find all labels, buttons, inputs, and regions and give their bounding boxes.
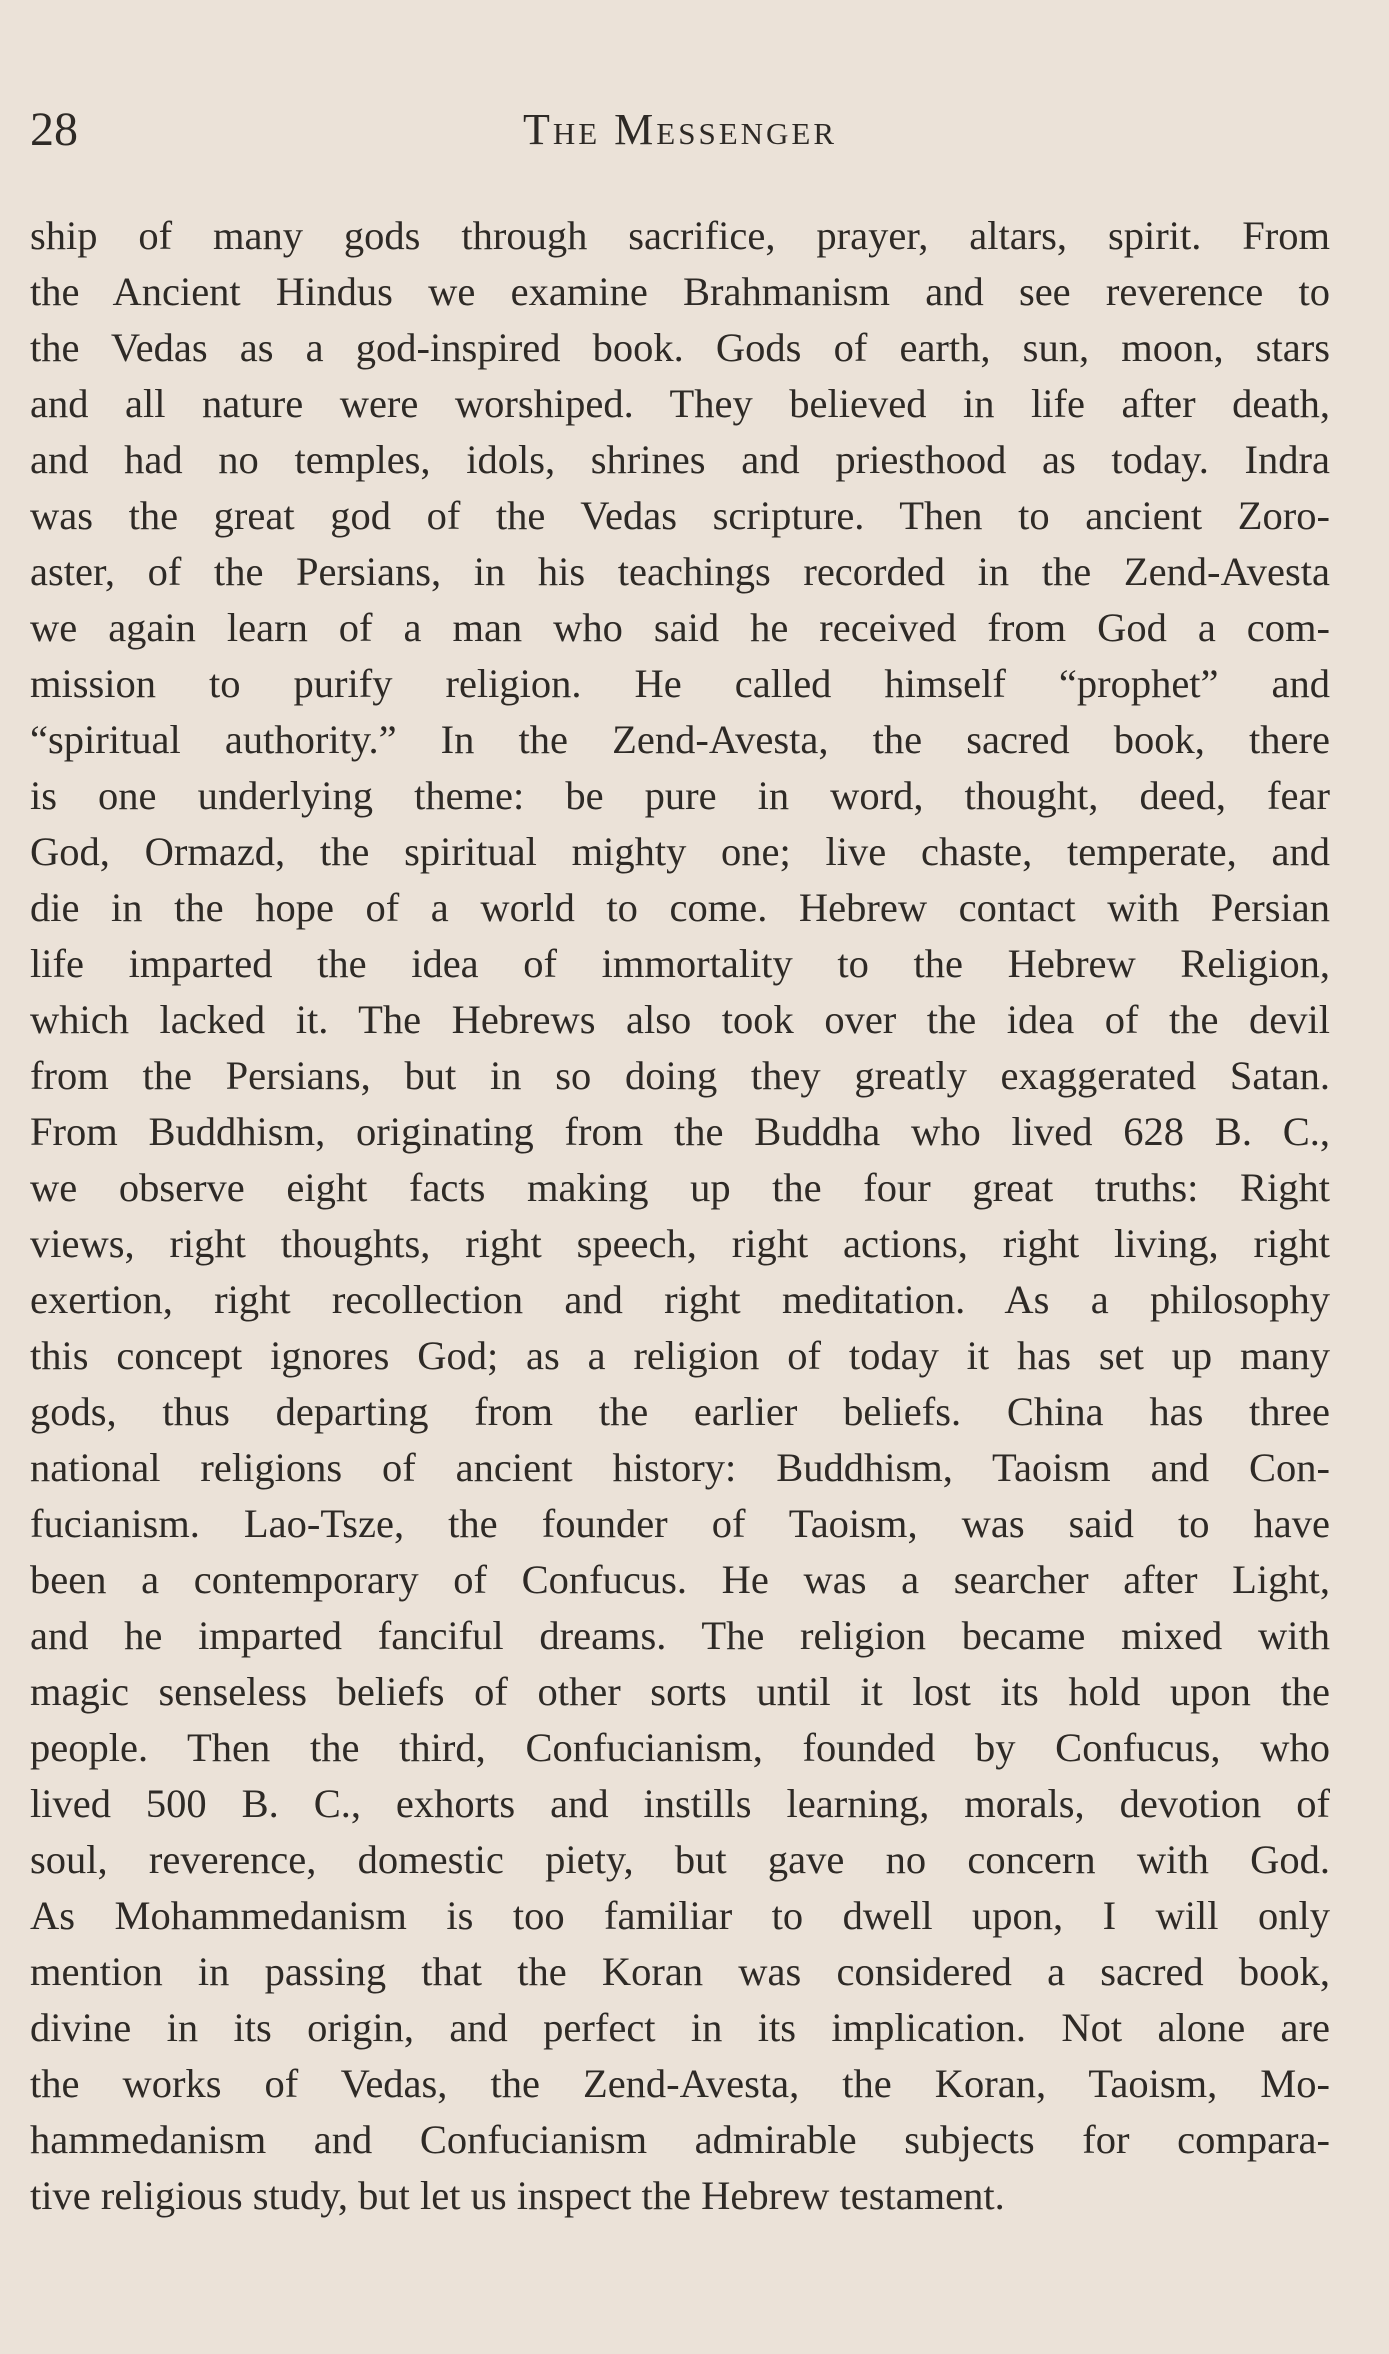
text-line: we again learn of a man who said he received from God a com- — [30, 605, 1330, 650]
text-line: the Vedas as a god-inspired book. Gods of earth, sun, moon, stars — [30, 325, 1330, 370]
text-line: life imparted the idea of immortality to the Hebrew Religion, — [30, 941, 1330, 986]
text-line: we observe eight facts making up the four great truths: Right — [30, 1165, 1330, 1210]
text-line: this concept ignores God; as a religion of today it has set up many — [30, 1333, 1330, 1378]
text-line: die in the hope of a world to come. Hebrew contact with Persian — [30, 885, 1330, 930]
text-line: tive religious study, but let us inspect the Hebrew testament. — [30, 2173, 1005, 2218]
text-line: ship of many gods through sacrifice, prayer, altars, spirit. From — [30, 213, 1330, 258]
text-line: is one underlying theme: be pure in word, thought, deed, fear — [30, 773, 1330, 818]
text-line: mission to purify religion. He called himself “prophet” and — [30, 661, 1330, 706]
text-line: the works of Vedas, the Zend-Avesta, the Koran, Taoism, Mo- — [30, 2061, 1330, 2106]
text-line: views, right thoughts, right speech, right actions, right living, right — [30, 1221, 1330, 1266]
text-line: divine in its origin, and perfect in its implication. Not alone are — [30, 2005, 1330, 2050]
text-line: aster, of the Persians, in his teachings recorded in the Zend-Avesta — [30, 549, 1330, 594]
page-number: 28 — [30, 103, 78, 156]
text-line: exertion, right recollection and right meditation. As a philosophy — [30, 1277, 1330, 1322]
text-line: and he imparted fanciful dreams. The religion became mixed with — [30, 1613, 1330, 1658]
text-line: was the great god of the Vedas scripture. Then to ancient Zoro- — [30, 493, 1330, 538]
text-line: soul, reverence, domestic piety, but gave no concern with God. — [30, 1837, 1330, 1882]
text-line: lived 500 B. C., exhorts and instills learning, morals, devotion of — [30, 1781, 1330, 1826]
running-title: The Messenger — [522, 105, 838, 154]
text-line: and all nature were worshiped. They believed in life after death, — [30, 381, 1330, 426]
running-head — [30, 100, 1330, 160]
text-line: God, Ormazd, the spiritual mighty one; live chaste, temperate, and — [30, 829, 1330, 874]
text-line: mention in passing that the Koran was considered a sacred book, — [30, 1949, 1330, 1994]
text-line: From Buddhism, originating from the Buddha who lived 628 B. C., — [30, 1109, 1330, 1154]
text-line: national religions of ancient history: Buddhism, Taoism and Con- — [30, 1445, 1330, 1490]
text-line: been a contemporary of Confucus. He was a searcher after Light, — [30, 1557, 1330, 1602]
text-line: “spiritual authority.” In the Zend-Avesta, the sacred book, there — [30, 717, 1330, 762]
text-line: the Ancient Hindus we examine Brahmanism and see reverence to — [30, 269, 1330, 314]
text-line: from the Persians, but in so doing they greatly exaggerated Satan. — [30, 1053, 1330, 1098]
text-line: gods, thus departing from the earlier beliefs. China has three — [30, 1389, 1330, 1434]
body-paragraph — [30, 208, 1330, 2224]
text-line: hammedanism and Confucianism admirable subjects for compara- — [30, 2117, 1330, 2162]
text-line: fucianism. Lao-Tsze, the founder of Taoism, was said to have — [30, 1501, 1330, 1546]
text-line: magic senseless beliefs of other sorts until it lost its hold upon the — [30, 1669, 1330, 1714]
text-line: As Mohammedanism is too familiar to dwell upon, I will only — [30, 1893, 1330, 1938]
text-line: which lacked it. The Hebrews also took over the idea of the devil — [30, 997, 1330, 1042]
text-line: and had no temples, idols, shrines and priesthood as today. Indra — [30, 437, 1330, 482]
text-line: people. Then the third, Confucianism, founded by Confucus, who — [30, 1725, 1330, 1770]
